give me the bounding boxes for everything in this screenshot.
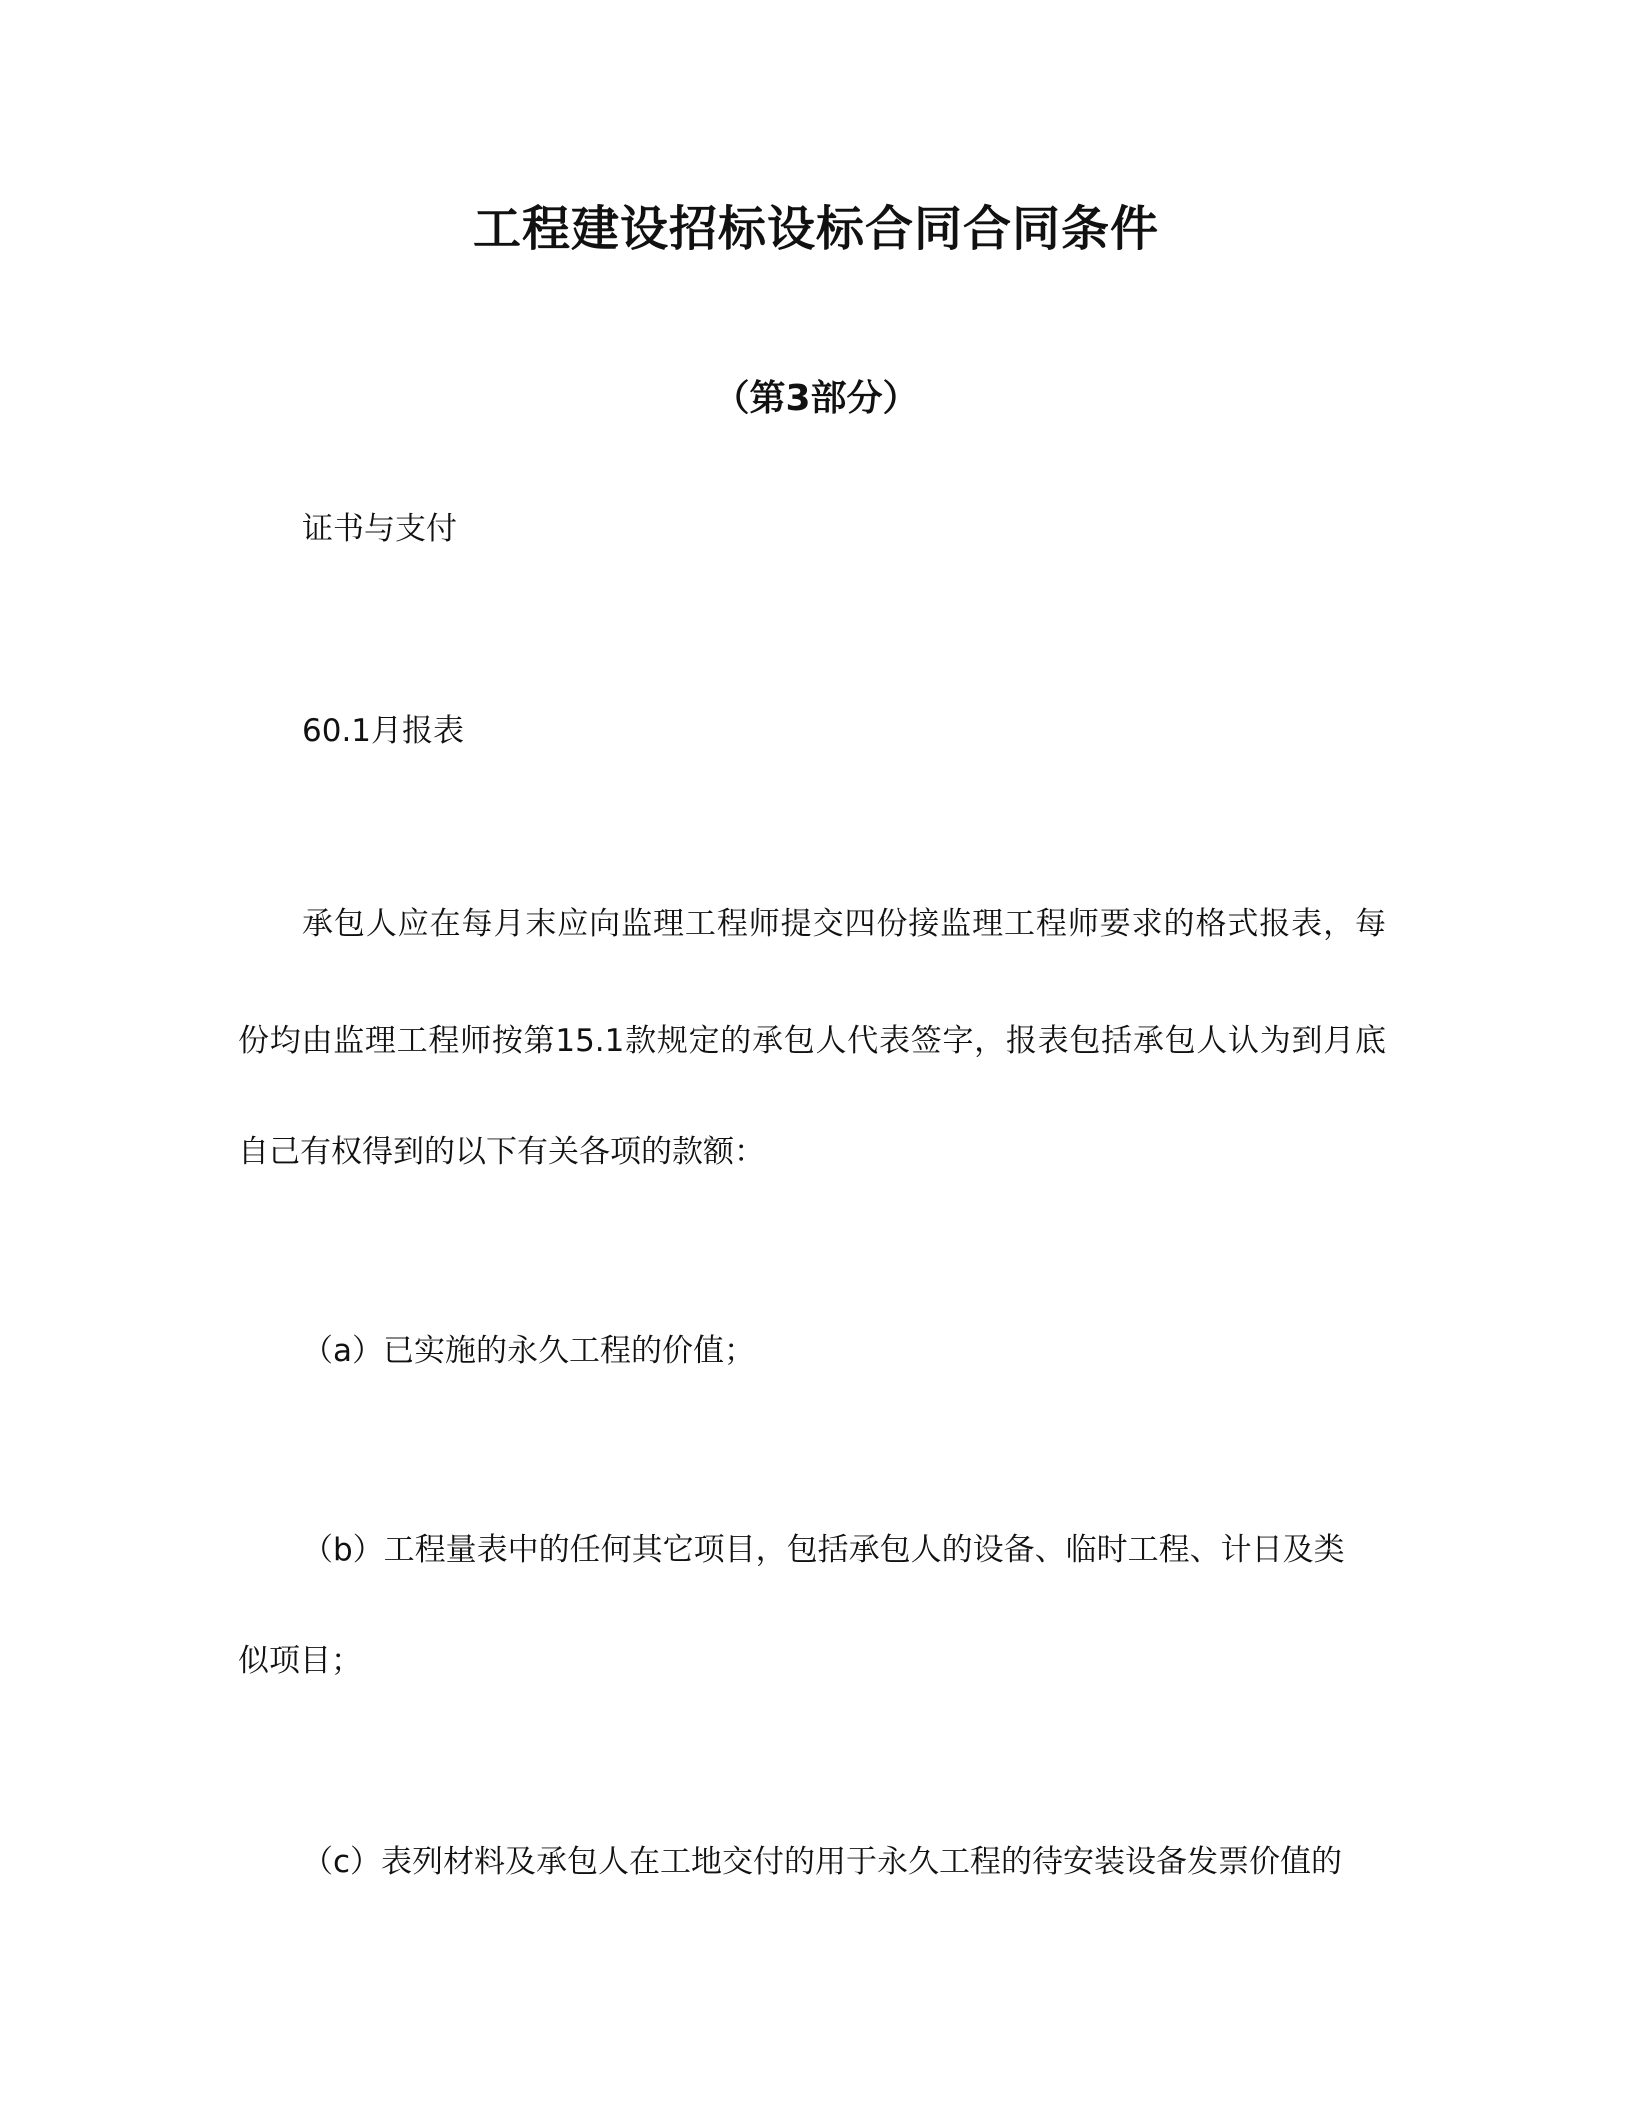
section-heading: 证书与支付 [302,511,457,547]
list-item-a: （a）已实施的永久工程的价值； [302,1333,755,1369]
document-title: 工程建设招标设标合同合同条件 [472,201,1159,257]
list-item-b-line-2: 似项目； [238,1643,362,1679]
paragraph-line-1: 承包人应在每月末应向监理工程师提交四份接监理工程师要求的格式报表，每 [302,906,1386,942]
paragraph-line-3: 自己有权得到的以下有关各项的款额： [238,1134,765,1170]
document-subtitle: （第3部分） [713,378,919,419]
list-item-b-line-1: （b）工程量表中的任何其它项目，包括承包人的设备、临时工程、计日及类 [302,1532,1345,1568]
paragraph-line-2: 份均由监理工程师按第15.1款规定的承包人代表签字，报表包括承包人认为到月底 [238,1023,1386,1059]
list-item-c: （c）表列材料及承包人在工地交付的用于永久工程的待安装设备发票价值的 [302,1844,1343,1880]
clause-heading: 60.1月报表 [302,713,465,749]
